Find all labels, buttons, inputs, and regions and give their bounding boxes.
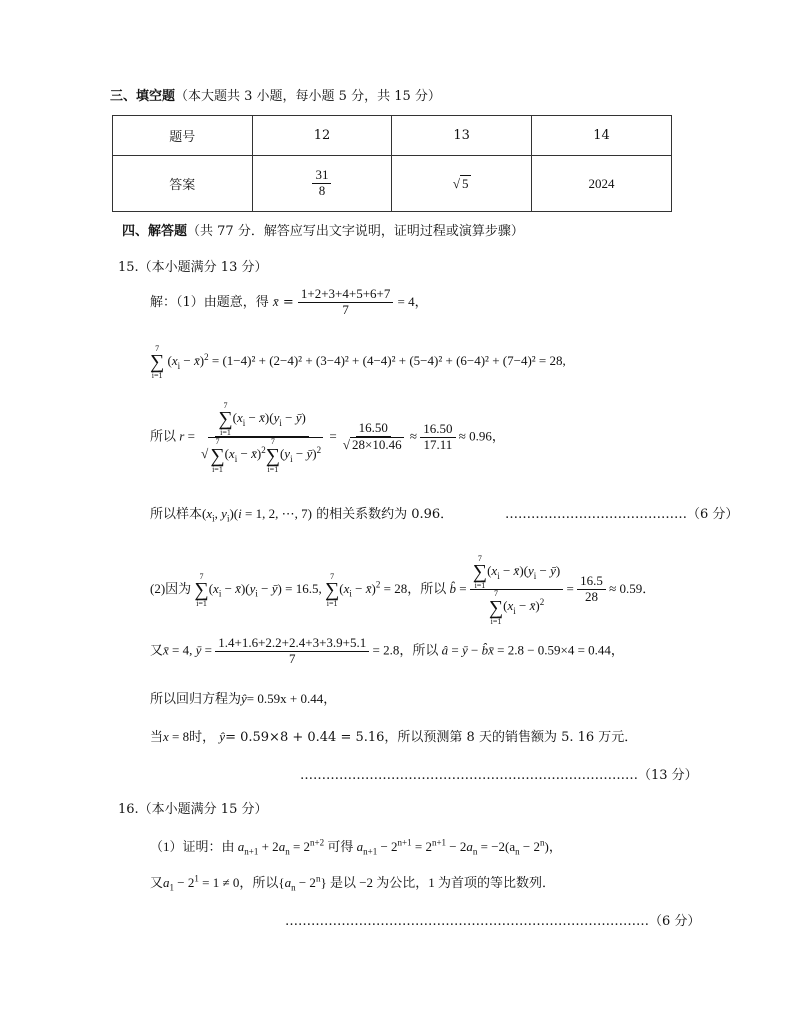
- answer-13: √ 5: [392, 156, 532, 212]
- q16-score: …………………………………………………………………………（6 分）: [285, 914, 701, 929]
- table-header-answer: 答案: [113, 156, 253, 212]
- table-row: [113, 116, 672, 156]
- q15-conclusion1: 所以样本($x_i$, $y_i)(i = 1$, 2, ⋯, 7) 的相关系数约为 0.96．: [150, 506, 454, 524]
- fraction: 7 ∑ i=1 ($x_i$ − $x̄)(y_i$ − ȳ) 7 ∑ i=1 ($x_i$ − x̄)$^2$: [470, 555, 563, 625]
- fraction: $\frac{16.5}{28}$: [577, 574, 606, 605]
- table-cell: 12: [252, 116, 392, 156]
- answer-12: [252, 156, 392, 212]
- sigma-icon: 7 ∑ i=1: [150, 344, 165, 381]
- q15-line-xbar: 解：（1）由题意，得 x̄ = $\frac{1+2+3+4+5+6+7}{7}$ = 4，: [150, 286, 428, 317]
- section3-title: [110, 85, 441, 104]
- q16-cont-line: 又$a_1 - 2^1 = 1 \ne 0$，所以$\{a_n - 2^n\}$ 是以 −2 为公比，1 为首项的等比数列．: [150, 873, 556, 893]
- q15-line-sumsq: 7 ∑ i=1 ($x_i$ − x̄)$^2$ = (1−4)² + (2−4)² + (3−4)² + (4−4)² + (5−4)² + (6−4)² + (7−4)² = 28,: [150, 344, 566, 381]
- fraction: $\frac{1+2+3+4+5+6+7}{7}$: [298, 287, 394, 318]
- q15-score1: ……………………………………（6 分）: [505, 507, 739, 522]
- q15-part2-line: (2)因为 7 ∑ i=1 ($x_i$ − $x̄)(y_i$ − ȳ) = 16.5, 7 ∑ i=1 ($x_i$ − x̄)$^2$ = 28，所以 b̂ = 7 ∑ i=1 ($x_i$ − $x̄)(y_i$ − ȳ) 7 ∑ i=1 ($x_i$ − x̄)$^2$ = $\frac{16.5}{28}$ ≈ 0.59．: [150, 554, 656, 626]
- fraction: $\frac{16.50}{17.11}$: [420, 422, 455, 453]
- section3-note: （本大题共 3 小题，每小题 5 分，共 15 分）: [175, 89, 441, 104]
- answer-14: 2024: [532, 156, 672, 212]
- table-header-number: 题号: [113, 116, 253, 156]
- section3-heading: 三、填空题: [110, 89, 176, 104]
- section4-heading: 四、解答题: [122, 224, 188, 239]
- q15-predict-line: 当x = 8时， ŷ= 0.59×8 + 0.44 = 5.16，所以预测第 8 天的销售额为 5. 16 万元．: [150, 729, 638, 745]
- q16-proof-line: （1）证明：由 $a_{n+1} + 2a_n = 2^{n+2}$ 可得 $a_{n+1} - 2^{n+1} = 2^{n+1} - 2a_n = -2(a_n - 2^n)$，: [150, 837, 562, 857]
- fraction: 7 ∑ i=1 ($x_i$ − $x̄)(y_i$ − ȳ) √ 7 ∑ i=1 ($x_i$ − x̄)$^2$ 7 ∑ i=1 ($y_i$ − ȳ)$^2$: [201, 401, 322, 474]
- fraction: $\frac{31}{8}$: [312, 168, 331, 199]
- table-cell: 14: [532, 116, 672, 156]
- section4-note: （共 77 分．解答应写出文字说明，证明过程或演算步骤）: [187, 224, 524, 239]
- fraction: $\frac{16.50}{√ 28\times 10.46}$: [342, 420, 402, 453]
- q15-title: 15.（本小题满分 13 分）: [118, 260, 268, 275]
- table-row: [113, 156, 672, 212]
- section4-title: [122, 220, 524, 239]
- fraction: $\frac{1.4+1.6+2.2+2.4+3+3.9+5.1}{7}$: [215, 636, 369, 667]
- q15-ybar-line: 又x̄ = 4, ȳ = $\frac{1.4+1.6+2.2+2.4+3+3.9+5.1}{7}$ = 2.8，所以 â = ȳ − b̂x̄ = 2.8 − 0.59×4 = 0.44，: [150, 635, 624, 666]
- q15-regression-line: 所以回归方程为ŷ= 0.59x + 0.44，: [150, 691, 337, 707]
- answer-table: [112, 115, 672, 212]
- q15-line-r: 所以 r = 7 ∑ i=1 ($x_i$ − $x̄)(y_i$ − ȳ) √ 7 ∑ i=1 ($x_i$ − x̄)$^2$ 7 ∑ i=1 ($y_i$ − ȳ)$^2$ = $\frac{16.50}{√ 28\times 10.46}$ ≈ $\frac{16.50}{17.11}$ ≈ 0.96，: [150, 401, 505, 474]
- q16-title: 16.（本小题满分 15 分）: [118, 802, 268, 817]
- table-cell: 13: [392, 116, 532, 156]
- q15-score2: ……………………………………………………………………（13 分）: [300, 768, 698, 783]
